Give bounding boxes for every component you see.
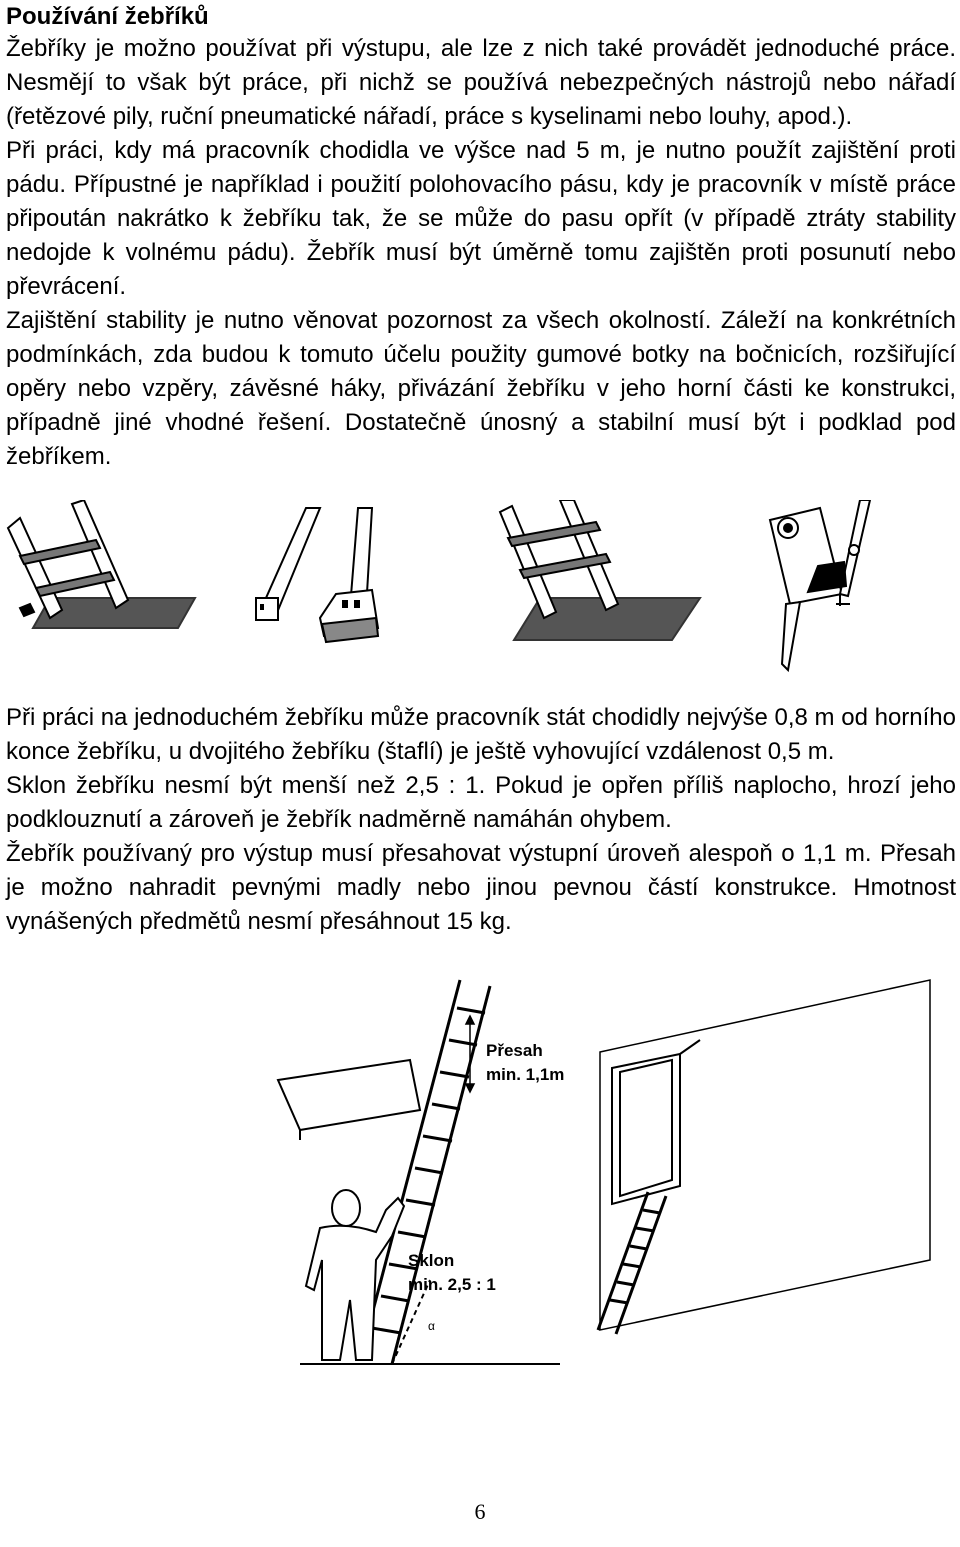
section2-text — [6, 701, 956, 939]
ladder-slope-overhang-figure — [0, 960, 960, 1380]
ladder-rubber-feet-illustration — [256, 508, 378, 642]
worker-figure — [306, 1190, 404, 1360]
paragraph-standing-height: Při práci na jednoduchém žebříku může pracovník stát chodidly nejvýše 0,8 m od horního konce žebříku, u dvojitého žebříku (štaflí) je ještě vyhovující vzdálenost 0,5 m. — [6, 704, 956, 765]
overhang-label-line2: min. 1,1m — [486, 1065, 565, 1084]
ladder-stability-figures — [0, 500, 960, 680]
angle-label: α — [428, 1319, 435, 1333]
slope-label-line1: Sklon — [408, 1251, 455, 1270]
paragraph-overhang: Žebřík používaný pro výstup musí přesahovat výstupní úroveň alespoň o 1,1 m. Přesah je možno nahradit pevnými madly nebo jinou pevnou částí konstrukce. Hmotnost vynášených předmětů nesmí přesáhnout 15 kg. — [6, 840, 956, 935]
section-heading: Používání žebříků — [6, 3, 209, 30]
wall-with-window — [600, 980, 930, 1330]
paragraph-fall-protection: Při práci, kdy má pracovník chodidla ve výšce nad 5 m, je nutno použít zajištění proti pádu. Přípustné je například i použití polohovacího pásu, kdy je pracovník v místě práce připoután nakrátko k žebříku tak, že se může do pasu opřít (v případě ztráty stability nedojde k volnému pádu). Žebřík musí být úměrně tomu zajištěn proti posunutí nebo převrácení. — [6, 137, 956, 300]
section1-text — [6, 32, 956, 474]
ladder-spike-foot-illustration — [770, 500, 870, 670]
ladder-base-plate-illustration — [8, 500, 195, 628]
overhang-label-line1: Přesah — [486, 1041, 543, 1060]
ladder-mat-illustration — [500, 500, 700, 640]
upper-platform — [278, 1060, 420, 1140]
short-ladder — [598, 1192, 666, 1334]
paragraph-slope: Sklon žebříku nesmí být menší než 2,5 : 1. Pokud je opřen příliš naplocho, hrozí jeho podklouznutí a zároveň je žebřík nadměrně namáhán ohybem. — [6, 772, 956, 833]
slope-label-line2: min. 2,5 : 1 — [408, 1275, 496, 1294]
page-number: 6 — [474, 1499, 486, 1524]
paragraph-stability: Zajištění stability je nutno věnovat pozornost za všech okolností. Záleží na konkrétních podmínkách, zda budou k tomuto účelu použity gumové botky na bočnicích, rozšiřující opěry nebo vzpěry, závěsné háky, přivázání žebříku v jeho horní části ke konstrukci, případně jiné vhodné řešení. Dostatečně únosný a stabilní musí být i podklad pod žebříkem. — [6, 307, 956, 470]
paragraph-usage: Žebříky je možno používat při výstupu, ale lze z nich také provádět jednoduché práce. Nesmějí to však být práce, při nichž se používá nebezpečných nástrojů nebo nářadí (řetězové pily, ruční pneumatické nářadí, práce s kyselinami nebo louhy, apod.). — [6, 35, 956, 130]
